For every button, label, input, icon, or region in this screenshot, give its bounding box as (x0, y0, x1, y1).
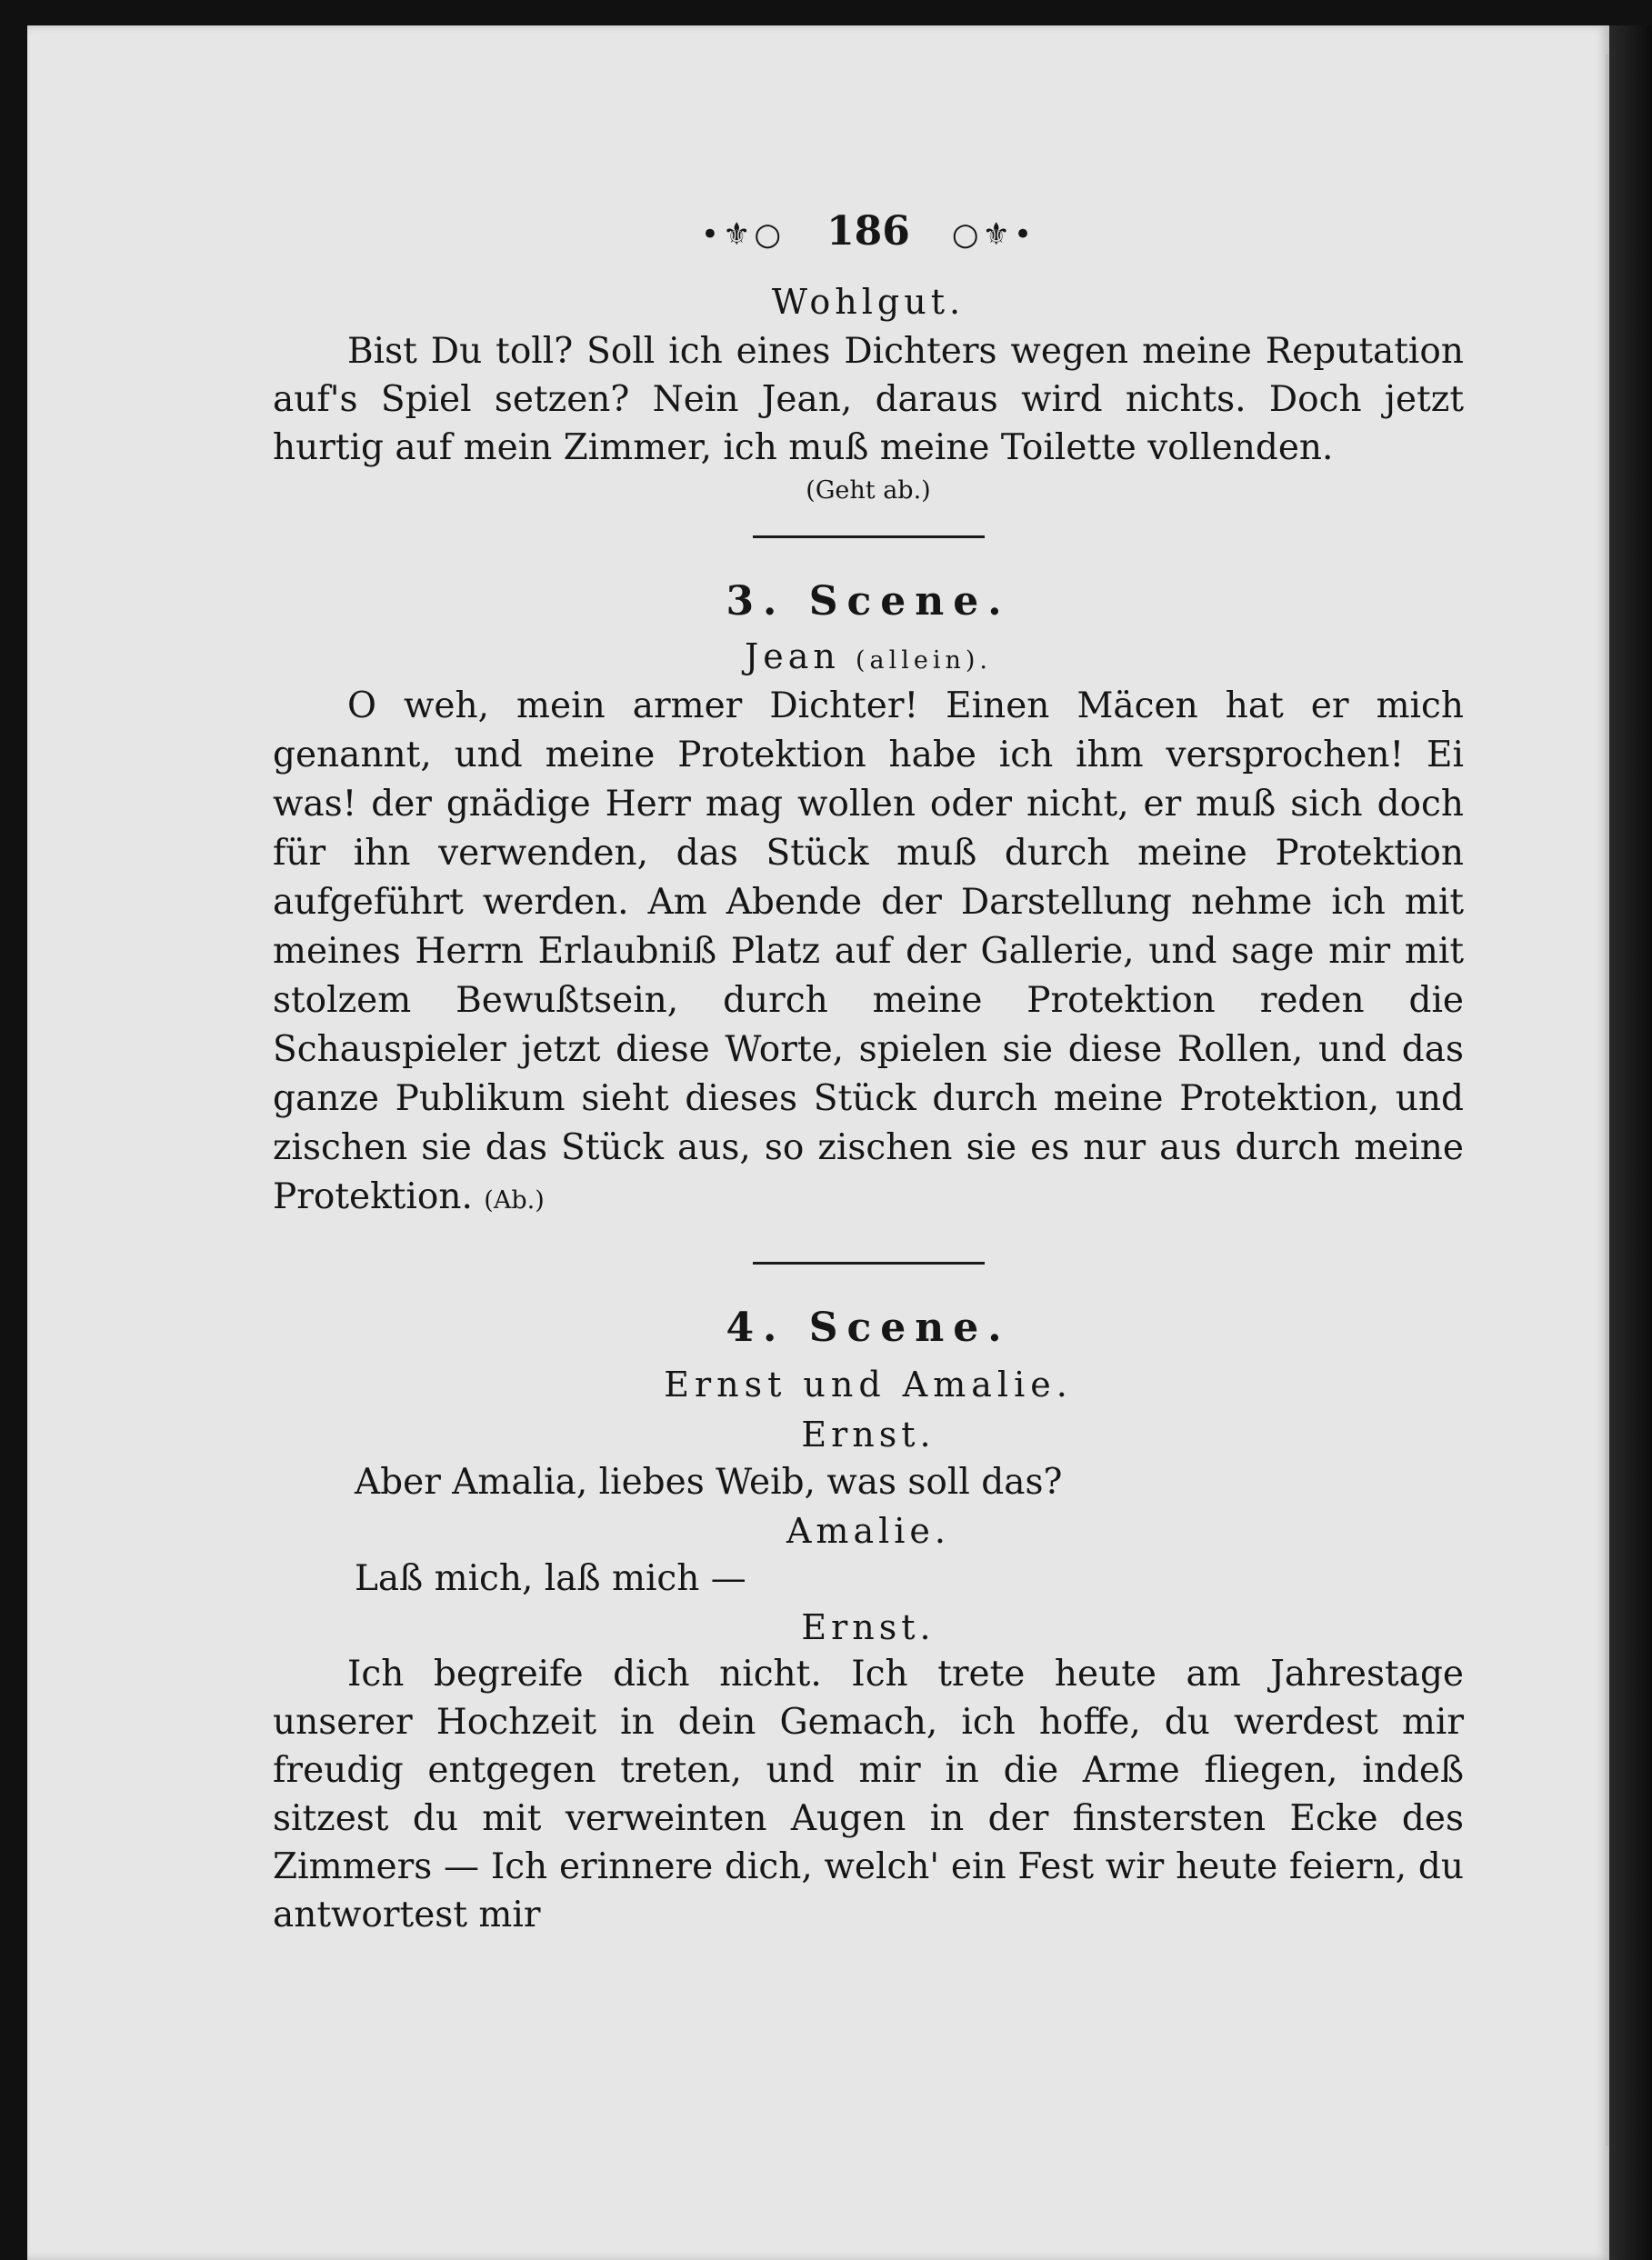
speech-paragraph: Bist Du toll? Soll ich eines Dichters wegen meine Reputation auf's Spiel setzen? Nein Jean, daraus wird nichts. Doch jetzt hurtig auf mein Zimmer, ich muß meine Toilette vollenden. (273, 331, 1464, 468)
scene-heading: 3. Scene. (726, 578, 1011, 625)
scene-heading: 4. Scene. (726, 1305, 1011, 1351)
speaker-name: Ernst. (801, 1607, 936, 1647)
exit-direction: (Ab.) (484, 1186, 545, 1215)
monologue-paragraph (273, 682, 1464, 1225)
scan-border (1609, 25, 1652, 2260)
scene-character (273, 631, 1464, 682)
stage-direction: (Geht ab.) (806, 476, 931, 505)
dialogue-line: Laß mich, laß mich — (355, 1558, 746, 1599)
header-ornament-right: ○⚜• (951, 216, 1036, 253)
dialogue-line: Aber Amalia, liebes Weib, was soll das? (355, 1462, 1063, 1503)
speaker-name: Amalie. (786, 1511, 950, 1551)
page-header (273, 202, 1464, 262)
section-divider (753, 535, 985, 538)
character-note: (allein). (855, 646, 992, 675)
section-divider (753, 1262, 985, 1265)
header-ornament-left: •⚜○ (700, 216, 786, 253)
character-name: Jean (745, 636, 840, 676)
scene-characters: Ernst und Amalie. (664, 1365, 1073, 1405)
page-text (273, 202, 1464, 1939)
speaker-name: Ernst. (801, 1415, 936, 1455)
speaker-name: Wohlgut. (771, 282, 966, 322)
monologue-text: O weh, mein armer Dichter! Einen Mäcen hat er mich genannt, und meine Protektion habe ich ihm versprochen! Ei was! der gnädige Herr mag wollen oder nicht, er muß sich doch für ihn verwenden, das Stück muß durch meine Protektion aufgeführt werden. Am Abende der Darstellung nehme ich mit meines Herrn Erlaubniß Platz auf der Gallerie, und sage mir mit stolzem Bewußtsein, durch meine Protektion reden die Schauspieler jetzt diese Worte, spielen sie diese Rollen, und das ganze Publikum sieht dieses Stück durch meine Protektion, und zischen sie das Stück aus, so zischen sie es nur aus durch meine Protektion. (273, 685, 1464, 1217)
page-number: 186 (826, 208, 910, 255)
speech-paragraph: Ich begreife dich nicht. Ich trete heute am Jahrestage unserer Hochzeit in dein Gemach, ich hoffe, du werdest mir freudig entgegen treten, und mir in die Arme fliegen, indeß sitzest du mit verweinten Augen in der finstersten Ecke des Zimmers — Ich erinnere dich, welch' ein Fest wir heute feiern, du antwortest mir (273, 1654, 1464, 1935)
